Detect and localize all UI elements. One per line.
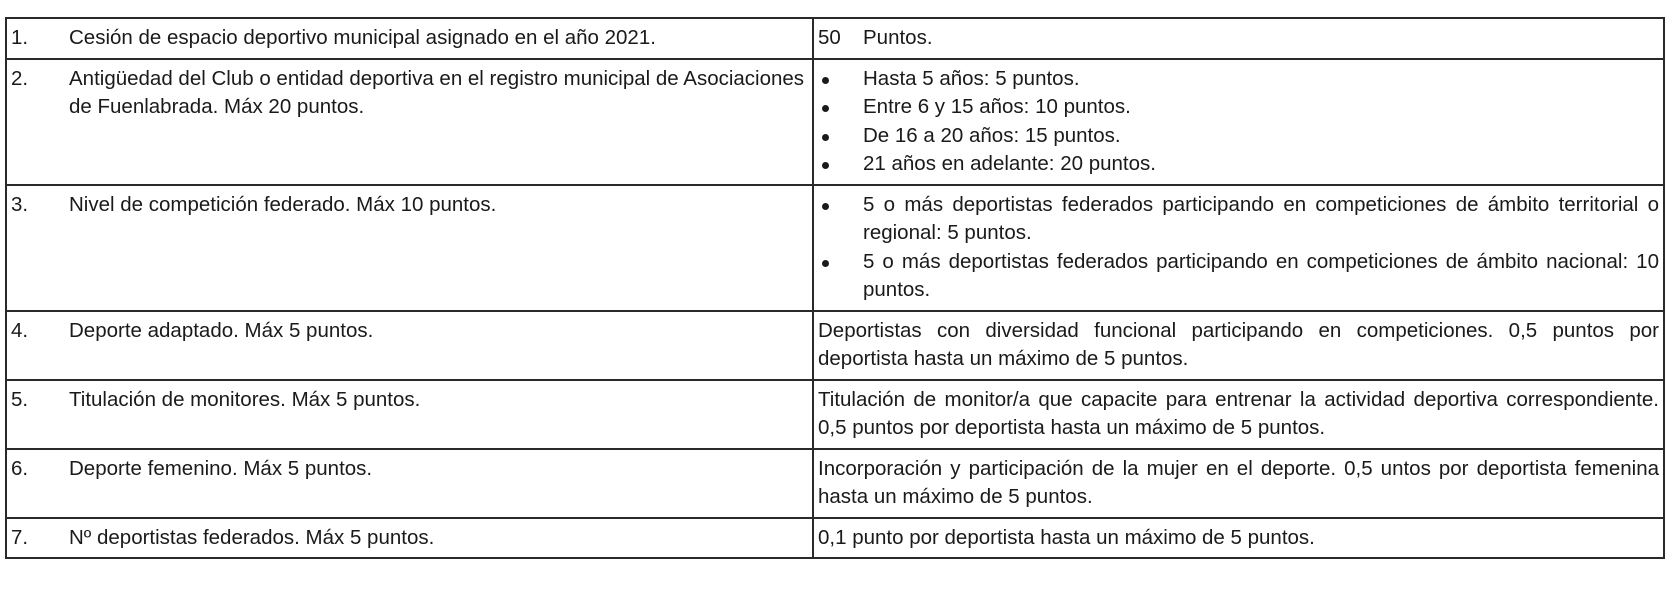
- bullet-text: De 16 a 20 años: 15 puntos.: [863, 123, 1121, 147]
- score-bullet-list: [818, 65, 1659, 179]
- criterion-cell: [6, 380, 813, 449]
- criterion-number: 1.: [11, 26, 29, 49]
- criterion-cell: [6, 18, 813, 59]
- criterion-text: Nº deportistas federados. Máx 5 puntos.: [69, 525, 435, 549]
- bullet-text: 5 o más deportistas federados participando en competiciones de ámbito territorial o regional: 5 puntos.: [863, 192, 1659, 244]
- criterion-number: 5.: [11, 387, 29, 411]
- criterion-number: 4.: [11, 318, 29, 342]
- bullet-icon: [818, 150, 863, 179]
- score-cell: [813, 518, 1664, 559]
- table-row: [6, 18, 1664, 59]
- bullet-icon: [818, 191, 863, 248]
- bullet-text: 21 años en adelante: 20 puntos.: [863, 152, 1156, 175]
- table-row: [6, 518, 1664, 559]
- criterion-text: Titulación de monitores. Máx 5 puntos.: [69, 387, 421, 411]
- criterion-text: Antigüedad del Club o entidad deportiva en el registro municipal de Asociaciones de Fuenlabrada. Máx 20 puntos.: [69, 66, 805, 118]
- bullet-text: 5 o más deportistas federados participando en competiciones de ámbito nacional: 10 puntos.: [863, 249, 1659, 301]
- criterion-number: 2.: [11, 66, 29, 90]
- bullet-text: Hasta 5 años: 5 puntos.: [863, 66, 1080, 90]
- score-cell: [813, 311, 1664, 380]
- score-description: Titulación de monitor/a que capacite para entrenar la actividad deportiva correspondiente. 0,5 puntos por deportista hasta un máximo de 5 puntos.: [818, 387, 1659, 439]
- score-cell: [813, 185, 1664, 311]
- criterion-cell: [6, 185, 813, 311]
- criterion-number: 7.: [11, 525, 29, 549]
- bullet-icon: [818, 93, 863, 122]
- bullet-icon: [818, 248, 863, 305]
- criterion-cell: [6, 518, 813, 559]
- criterion-text: Deporte adaptado. Máx 5 puntos.: [69, 318, 374, 342]
- table-row: [6, 380, 1664, 449]
- criterion-cell: [6, 449, 813, 518]
- bullet-icon: [818, 122, 863, 151]
- criterion-text: Nivel de competición federado. Máx 10 puntos.: [69, 192, 497, 216]
- table-row: [6, 59, 1664, 185]
- list-item: [818, 191, 1659, 248]
- list-item: [818, 122, 1659, 151]
- score-cell: [813, 380, 1664, 449]
- score-description: Incorporación y participación de la mujer en el deporte. 0,5 untos por deportista femenina hasta un máximo de 5 puntos.: [818, 456, 1659, 508]
- criterion-cell: [6, 59, 813, 185]
- score-cell: [813, 18, 1664, 59]
- score-cell: [813, 449, 1664, 518]
- list-item: [818, 248, 1659, 305]
- scoring-criteria-table: [5, 17, 1665, 559]
- criterion-number: 3.: [11, 192, 29, 216]
- bullet-text: Entre 6 y 15 años: 10 puntos.: [863, 95, 1131, 118]
- score-cell: [813, 59, 1664, 185]
- score-number: 50: [818, 26, 841, 49]
- table-row: [6, 185, 1664, 311]
- bullet-icon: [818, 65, 863, 94]
- criterion-number: 6.: [11, 456, 29, 480]
- score-bullet-list: [818, 191, 1659, 305]
- list-item: [818, 150, 1659, 179]
- list-item: [818, 65, 1659, 94]
- score-description: Deportistas con diversidad funcional participando en competiciones. 0,5 puntos por deportista hasta un máximo de 5 puntos.: [818, 318, 1659, 370]
- score-text: Puntos.: [863, 26, 933, 49]
- list-item: [818, 93, 1659, 122]
- criterion-text: Cesión de espacio deportivo municipal asignado en el año 2021.: [69, 26, 656, 49]
- table-row: [6, 449, 1664, 518]
- criterion-cell: [6, 311, 813, 380]
- score-description: 0,1 punto por deportista hasta un máximo de 5 puntos.: [818, 525, 1315, 549]
- table-row: [6, 311, 1664, 380]
- criterion-text: Deporte femenino. Máx 5 puntos.: [69, 456, 373, 480]
